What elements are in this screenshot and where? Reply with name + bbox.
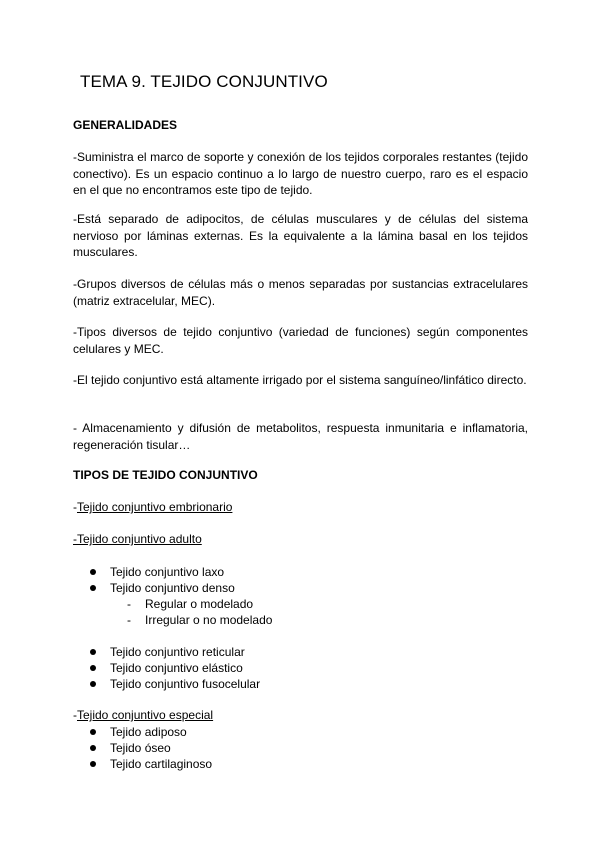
bullet-icon (90, 729, 96, 735)
dash-prefix: - (73, 708, 77, 722)
adulto-list-a (90, 564, 235, 596)
list-item: Tejido conjuntivo elástico (90, 660, 260, 676)
bullet-icon (90, 665, 96, 671)
dash-icon: - (127, 613, 131, 627)
subsection-especial (73, 708, 213, 722)
bullet-icon (90, 761, 96, 767)
list-item: Tejido adiposo (90, 724, 212, 740)
list-item: - Regular o modelado (127, 597, 254, 611)
denso-sublist (127, 596, 272, 628)
list-item: - Irregular o no modelado (127, 613, 273, 627)
paragraph: -Tipos diversos de tejido conjuntivo (variedad de funciones) según componentes celulares y MEC. (73, 325, 528, 356)
embrionario-label: Tejido conjuntivo embrionario (77, 500, 233, 514)
page-title: TEMA 9. TEJIDO CONJUNTIVO (80, 72, 328, 91)
bullet-icon (90, 585, 96, 591)
paragraph: -Está separado de adipocitos, de células musculares y de células del sistema nervioso por láminas externas. Es la equivalente a la lámina basal en los tejidos musculares. (73, 212, 528, 259)
section-heading-tipos: TIPOS DE TEJIDO CONJUNTIVO (73, 468, 258, 482)
paragraph: - Almacenamiento y difusión de metabolitos, respuesta inmunitaria e inflamatoria, regeneración tisular… (73, 421, 528, 452)
paragraph: -Suministra el marco de soporte y conexión de los tejidos corporales restantes (tejido conectivo). Es un espacio continuo a lo largo de nuestro cuerpo, raro es el espacio en el que no encontramos este tipo de tejido. (73, 150, 528, 197)
dash-prefix: - (73, 500, 77, 514)
subsection-adulto (73, 532, 202, 546)
section-heading-generalidades: GENERALIDADES (73, 118, 178, 132)
subsection-embrionario (73, 500, 232, 514)
paragraph: -El tejido conjuntivo está altamente irrigado por el sistema sanguíneo/linfático directo. (73, 373, 527, 387)
list-item: Tejido conjuntivo fusocelular (90, 676, 260, 692)
especial-label: Tejido conjuntivo especial (77, 708, 214, 722)
bullet-icon (90, 649, 96, 655)
paragraph: -Grupos diversos de células más o menos separadas por sustancias extracelulares (matriz extracelular, MEC). (73, 277, 528, 308)
list-item: Tejido conjuntivo laxo (90, 564, 235, 580)
especial-list (90, 724, 212, 772)
dash-icon: - (127, 597, 131, 611)
list-item: Tejido óseo (90, 740, 212, 756)
list-item: Tejido conjuntivo denso (90, 580, 235, 596)
list-item: Tejido conjuntivo reticular (90, 644, 260, 660)
bullet-icon (90, 681, 96, 687)
adulto-label: -Tejido conjuntivo adulto (73, 532, 202, 546)
list-item: Tejido cartilaginoso (90, 756, 212, 772)
bullet-icon (90, 569, 96, 575)
bullet-icon (90, 745, 96, 751)
adulto-list-b (90, 644, 260, 692)
